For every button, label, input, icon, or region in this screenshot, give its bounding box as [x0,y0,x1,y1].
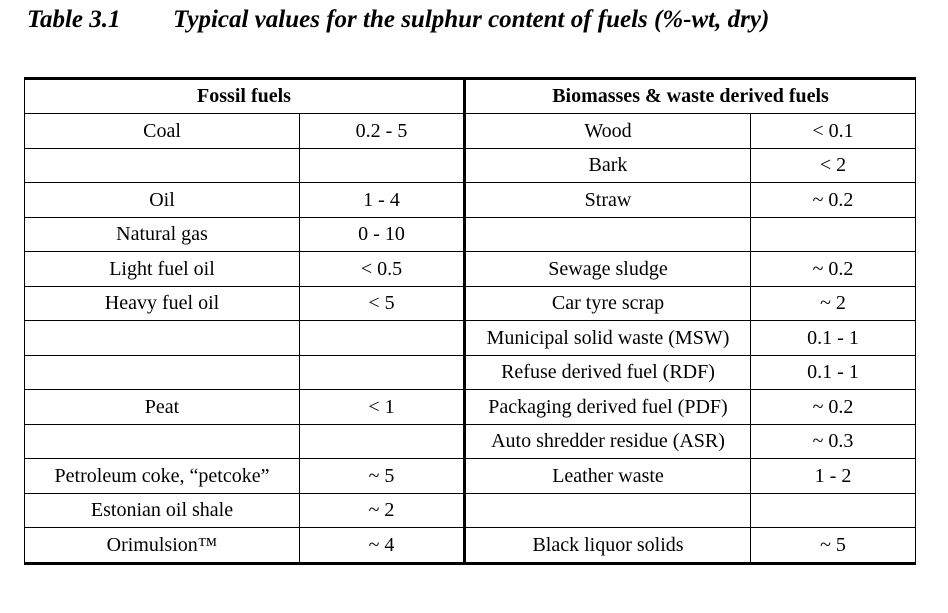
fossil-sulphur-value: ~ 4 [300,528,465,564]
biomass-fuel-name: Wood [465,114,751,149]
fossil-fuel-name: Natural gas [25,217,300,252]
biomass-sulphur-value [751,493,916,528]
fossil-sulphur-value: ~ 2 [300,493,465,528]
biomass-sulphur-value: ~ 0.2 [751,183,916,218]
fossil-fuel-name: Estonian oil shale [25,493,300,528]
fossil-fuel-name [25,424,300,459]
table-row [25,114,916,149]
biomass-sulphur-value: < 2 [751,148,916,183]
biomass-sulphur-value: ~ 0.2 [751,390,916,425]
fossil-sulphur-value [300,424,465,459]
table-row [25,183,916,218]
table-row [25,390,916,425]
biomass-sulphur-value: < 0.1 [751,114,916,149]
table-row [25,252,916,287]
sulphur-content-table [24,77,916,565]
biomass-sulphur-value: ~ 5 [751,528,916,564]
table-row [25,355,916,390]
fossil-sulphur-value: 1 - 4 [300,183,465,218]
table-title: Typical values for the sulphur content of fuels (%-wt, dry) [173,6,770,33]
table-row [25,217,916,252]
table-row [25,528,916,564]
biomass-fuel-name: Black liquor solids [465,528,751,564]
biomass-fuel-name: Car tyre scrap [465,286,751,321]
table-body [25,114,916,564]
fossil-fuel-name: Peat [25,390,300,425]
table-row [25,424,916,459]
table-row [25,286,916,321]
fossil-fuel-name: Petroleum coke, “petcoke” [25,459,300,494]
biomass-fuel-name: Municipal solid waste (MSW) [465,321,751,356]
fossil-fuel-name: Heavy fuel oil [25,286,300,321]
biomass-fuel-name: Leather waste [465,459,751,494]
biomass-fuel-name [465,493,751,528]
fossil-fuel-name: Oil [25,183,300,218]
biomass-fuel-name: Packaging derived fuel (PDF) [465,390,751,425]
header-row [25,79,916,114]
fossil-fuel-name: Light fuel oil [25,252,300,287]
fossil-fuel-name: Orimulsion™ [25,528,300,564]
table-row [25,321,916,356]
table-number: Table 3.1 [27,6,121,33]
table-row [25,459,916,494]
biomass-fuel-name: Straw [465,183,751,218]
fossil-sulphur-value [300,148,465,183]
header-biomass-waste-fuels: Biomasses & waste derived fuels [465,79,916,114]
biomass-sulphur-value: 0.1 - 1 [751,355,916,390]
fossil-fuel-name [25,148,300,183]
fossil-fuel-name [25,321,300,356]
fossil-fuel-name: Coal [25,114,300,149]
table-caption [27,6,769,34]
header-fossil-fuels: Fossil fuels [25,79,465,114]
fossil-sulphur-value [300,321,465,356]
biomass-sulphur-value: 1 - 2 [751,459,916,494]
fossil-sulphur-value: 0 - 10 [300,217,465,252]
table-row [25,148,916,183]
biomass-fuel-name: Auto shredder residue (ASR) [465,424,751,459]
fossil-sulphur-value: < 0.5 [300,252,465,287]
fossil-fuel-name [25,355,300,390]
biomass-sulphur-value: ~ 0.2 [751,252,916,287]
biomass-fuel-name: Refuse derived fuel (RDF) [465,355,751,390]
biomass-fuel-name [465,217,751,252]
biomass-sulphur-value [751,217,916,252]
biomass-sulphur-value: ~ 2 [751,286,916,321]
biomass-sulphur-value: ~ 0.3 [751,424,916,459]
fossil-sulphur-value: 0.2 - 5 [300,114,465,149]
fossil-sulphur-value: < 1 [300,390,465,425]
biomass-fuel-name: Bark [465,148,751,183]
fossil-sulphur-value [300,355,465,390]
table-row [25,493,916,528]
fossil-sulphur-value: < 5 [300,286,465,321]
biomass-fuel-name: Sewage sludge [465,252,751,287]
fossil-sulphur-value: ~ 5 [300,459,465,494]
biomass-sulphur-value: 0.1 - 1 [751,321,916,356]
